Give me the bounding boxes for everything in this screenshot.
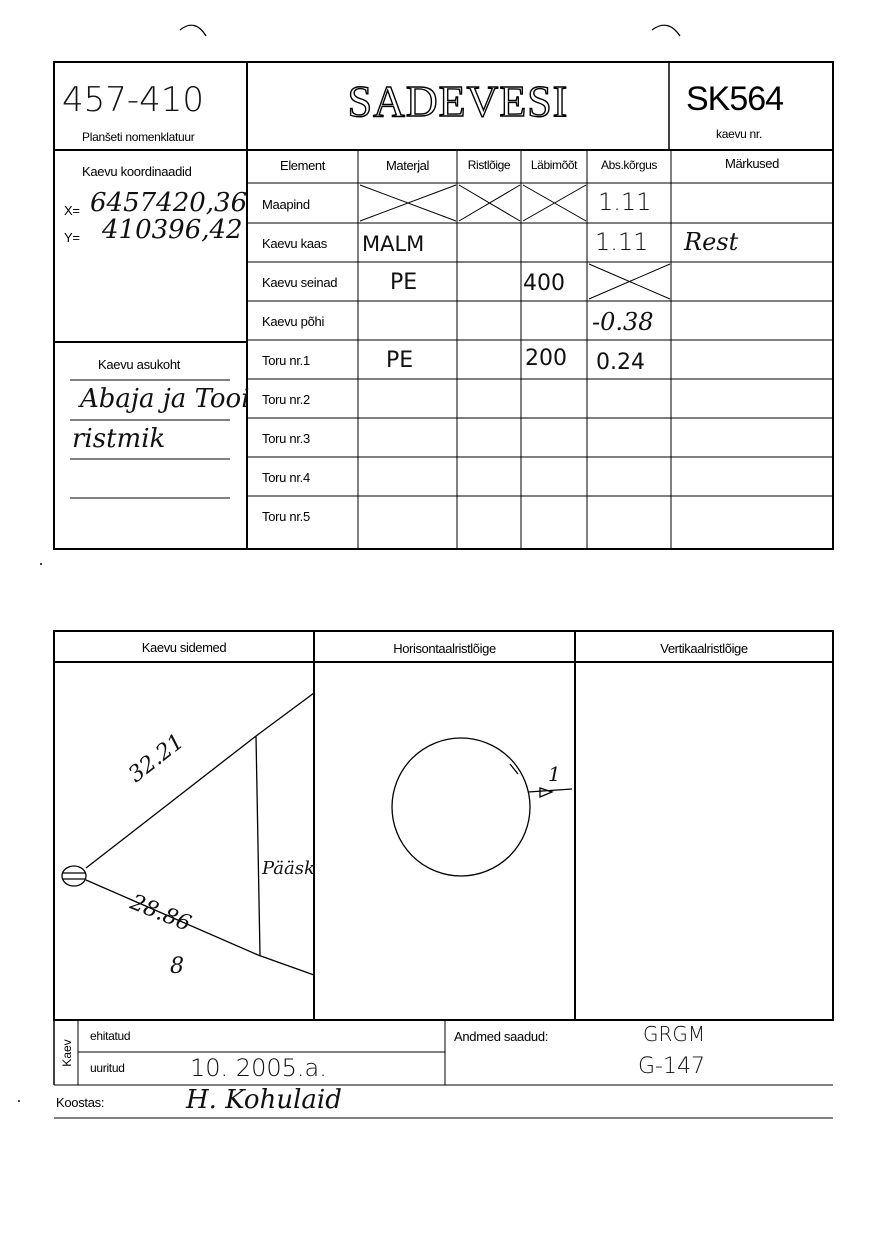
table-row-label: Kaevu põhi — [262, 314, 325, 329]
table-row-label: Kaevu seinad — [262, 275, 338, 290]
table-cell-materjal: PE — [386, 348, 414, 373]
house-number: 8 — [170, 954, 184, 979]
compiled-by-label: Koostas: — [56, 1095, 105, 1110]
building-label: Pääsk — [262, 858, 315, 879]
data-source-value-1: GRGM — [643, 1022, 706, 1046]
pipe-number-label: 1 — [548, 762, 561, 786]
col-header-ristloige: Ristlõige — [467, 158, 511, 172]
sketch-col-horizontal: Horisontaalristlõige — [393, 641, 496, 656]
table-row-label: Toru nr.5 — [262, 509, 310, 524]
surveyed-label: uuritud — [90, 1061, 125, 1075]
nomenclature-value: 457-410 — [62, 80, 205, 120]
form-title: SADEVESI — [347, 77, 569, 126]
distance-label-2: 28.86 — [126, 890, 195, 937]
scan-speck — [18, 1100, 20, 1102]
data-source-value-2: G-147 — [638, 1054, 705, 1079]
table-row-label: Maapind — [262, 197, 310, 212]
distance-label-1: 32.21 — [124, 729, 190, 788]
col-header-labimoot: Läbimõõt — [530, 158, 578, 172]
col-header-markused: Märkused — [725, 156, 779, 171]
table-row-label: Kaevu kaas — [262, 236, 327, 251]
sketch-col-links: Kaevu sidemed — [141, 640, 227, 655]
location-line1: Abaja ja Tooi — [80, 384, 250, 414]
x-coordinate-value: 6457420,36 — [90, 188, 248, 218]
table-cell-abs: 0.24 — [596, 350, 645, 375]
footer-side-label: Kaev — [60, 1039, 74, 1067]
table-cell-abs: 1.11 — [595, 228, 649, 256]
table-cell-materjal: PE — [390, 270, 418, 295]
table-row-label: Toru nr.1 — [262, 353, 310, 368]
built-label: ehitatud — [90, 1029, 131, 1043]
x-prefix: X= — [64, 203, 80, 218]
col-header-materjal: Materjal — [385, 158, 430, 173]
y-prefix: Y= — [64, 230, 80, 245]
col-header-abs-korgus: Abs.kõrgus — [600, 158, 658, 172]
surveyed-value: 10. 2005.a. — [190, 1054, 327, 1082]
well-number-value: SK564 — [686, 80, 784, 118]
location-line2: ristmik — [72, 424, 166, 454]
well-number-label: kaevu nr. — [716, 127, 762, 141]
coordinates-label: Kaevu koordinaadid — [82, 164, 192, 179]
table-row-label: Toru nr.2 — [262, 392, 310, 407]
location-label: Kaevu asukoht — [98, 357, 181, 372]
col-header-element: Element — [280, 158, 325, 173]
table-row-label: Toru nr.4 — [262, 470, 310, 485]
compiled-by-value: H. Kohulaid — [186, 1085, 342, 1115]
table-cell-labimoot: 400 — [523, 271, 565, 296]
sketch-col-vertical: Vertikaalristlõige — [660, 641, 748, 656]
nomenclature-label: Planšeti nomenklatuur — [82, 130, 195, 144]
y-coordinate-value: 410396,42 — [102, 215, 243, 245]
table-cell-materjal: MALM — [362, 232, 425, 256]
table-cell-abs: 1.11 — [598, 188, 652, 216]
data-source-label: Andmed saadud: — [454, 1029, 549, 1044]
table-cell-markused: Rest — [684, 228, 739, 256]
table-cell-labimoot: 200 — [525, 346, 567, 371]
table-cell-abs: -0.38 — [592, 308, 654, 336]
table-row-label: Toru nr.3 — [262, 431, 310, 446]
scan-speck — [40, 563, 42, 565]
